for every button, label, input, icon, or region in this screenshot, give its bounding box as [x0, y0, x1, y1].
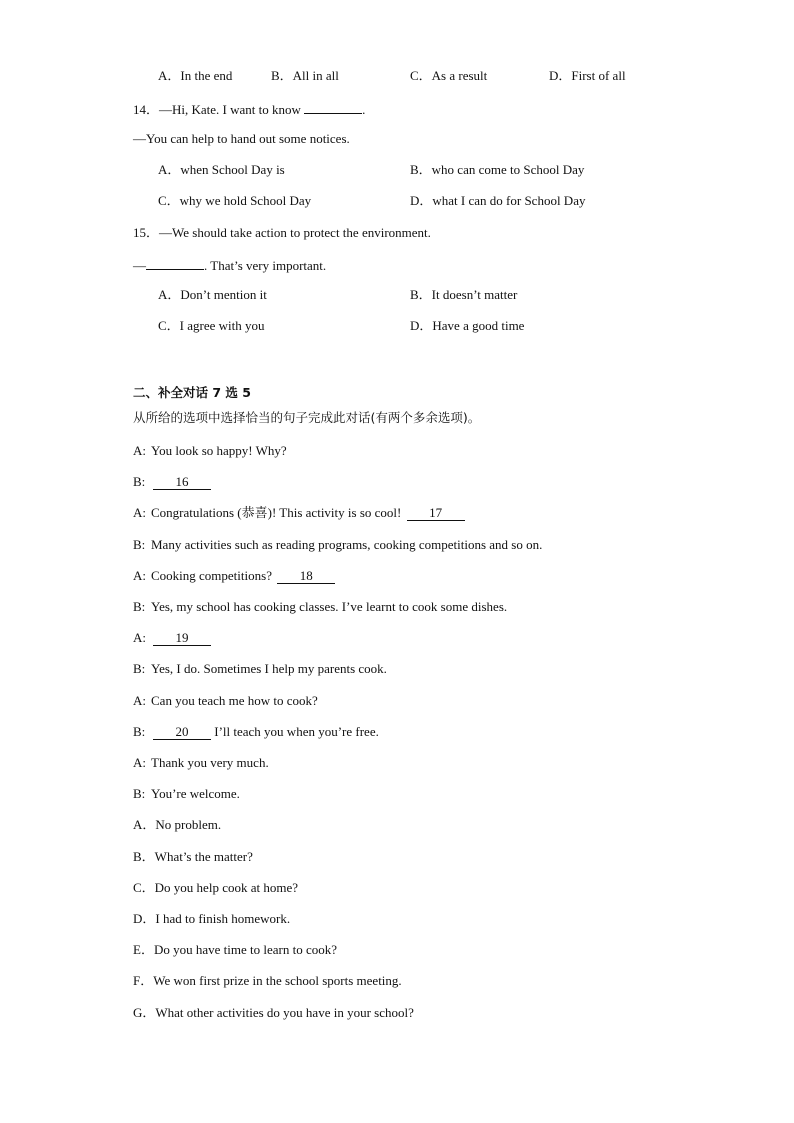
speaker-label: A: — [133, 693, 146, 708]
choice-b[interactable] — [133, 849, 253, 865]
speaker-label: A: — [133, 630, 146, 645]
choice-text: What other activities do you have in your school? — [155, 1005, 414, 1020]
dialogue-text: Thank you very much. — [151, 755, 269, 770]
choice-letter: B． — [133, 849, 155, 864]
choice-text: Do you have time to learn to cook? — [153, 942, 337, 957]
choice-g[interactable] — [133, 1005, 414, 1021]
dialogue-line — [133, 537, 542, 553]
q13-option-b[interactable]: B．All in all — [271, 68, 339, 83]
q13-option-c[interactable]: C．As a result — [410, 68, 488, 83]
choice-e[interactable] — [133, 942, 337, 958]
choice-letter: C． — [133, 880, 155, 895]
q15-option-c[interactable]: C．I agree with you — [158, 318, 265, 333]
choice-text: I had to finish homework. — [155, 911, 291, 926]
q15-option-d[interactable]: D．Have a good time — [410, 318, 525, 333]
speaker-label: A: — [133, 443, 146, 458]
q14-option-b[interactable]: B．who can come to School Day — [410, 162, 585, 177]
q14-stem: 14．—Hi, Kate. I want to know . — [133, 102, 366, 117]
dialogue-text: You’re welcome. — [151, 786, 240, 801]
q13-option-d[interactable]: D．First of all — [549, 68, 626, 83]
dialogue-line — [133, 505, 465, 521]
section-instruction: 从所给的选项中选择恰当的句子完成此对话(有两个多余选项)。 — [133, 410, 481, 425]
choice-c[interactable] — [133, 880, 298, 896]
q15-answer-blank[interactable] — [146, 256, 204, 270]
answer-blank-17[interactable]: 17 — [407, 506, 465, 521]
q15-reply: — . That’s very important. — [133, 258, 327, 273]
q14-option-c[interactable]: C．why we hold School Day — [158, 193, 312, 208]
choice-letter: G． — [133, 1005, 156, 1020]
section-heading: 二、补全对话 7 选 5 — [133, 385, 251, 400]
speaker-label: A: — [133, 505, 146, 520]
choice-letter: D． — [133, 911, 156, 926]
dialogue-line — [133, 568, 335, 584]
choice-text: No problem. — [155, 817, 222, 832]
dialogue-line — [133, 786, 240, 802]
choice-letter: E． — [133, 942, 154, 957]
speaker-label: B: — [133, 537, 146, 552]
dialogue-line — [133, 630, 211, 646]
speaker-label: B: — [133, 661, 146, 676]
dialogue-line — [133, 724, 379, 740]
dialogue-line — [133, 599, 507, 615]
q14-reply: —You can help to hand out some notices. — [133, 131, 350, 146]
choice-a[interactable] — [133, 817, 221, 833]
q15-option-b[interactable]: B．It doesn’t matter — [410, 287, 518, 302]
answer-blank-18[interactable]: 18 — [277, 569, 335, 584]
dialogue-line — [133, 693, 318, 709]
q14-answer-blank[interactable] — [304, 100, 362, 114]
answer-blank-20[interactable]: 20 — [153, 725, 211, 740]
choice-text: Do you help cook at home? — [154, 880, 298, 895]
q14-option-a[interactable]: A．when School Day is — [158, 162, 285, 177]
dialogue-text: Cooking competitions? — [151, 568, 276, 583]
answer-blank-19[interactable]: 19 — [153, 631, 211, 646]
dialogue-line — [133, 661, 387, 677]
speaker-label: B: — [133, 474, 146, 489]
dialogue-text: Yes, I do. Sometimes I help my parents cook. — [151, 661, 387, 676]
dialogue-text: Can you teach me how to cook? — [151, 693, 318, 708]
speaker-label: A: — [133, 755, 146, 770]
choice-f[interactable] — [133, 973, 402, 989]
speaker-label: B: — [133, 724, 146, 739]
dialogue-line — [133, 443, 287, 459]
q15-stem: 15．—We should take action to protect the environment. — [133, 225, 431, 240]
dialogue-line — [133, 755, 269, 771]
q15-option-a[interactable]: A．Don’t mention it — [158, 287, 267, 302]
q13-option-a[interactable]: A．In the end — [158, 68, 233, 83]
choice-d[interactable] — [133, 911, 290, 927]
dialogue-text: Many activities such as reading programs, cooking competitions and so on. — [151, 537, 543, 552]
choice-text: What’s the matter? — [154, 849, 253, 864]
dialogue-text-after: I’ll teach you when you’re free. — [211, 724, 379, 739]
speaker-label: B: — [133, 786, 146, 801]
dialogue-text: Congratulations (恭喜)! This activity is so cool! — [151, 505, 405, 520]
q14-option-d[interactable]: D．what I can do for School Day — [410, 193, 586, 208]
speaker-label: B: — [133, 599, 146, 614]
speaker-label: A: — [133, 568, 146, 583]
dialogue-text: You look so happy! Why? — [151, 443, 287, 458]
choice-text: We won first prize in the school sports meeting. — [153, 973, 402, 988]
answer-blank-16[interactable]: 16 — [153, 475, 211, 490]
dialogue-line — [133, 474, 211, 490]
dialogue-text: Yes, my school has cooking classes. I’ve learnt to cook some dishes. — [151, 599, 508, 614]
choice-letter: A． — [133, 817, 156, 832]
choice-letter: F． — [133, 973, 154, 988]
